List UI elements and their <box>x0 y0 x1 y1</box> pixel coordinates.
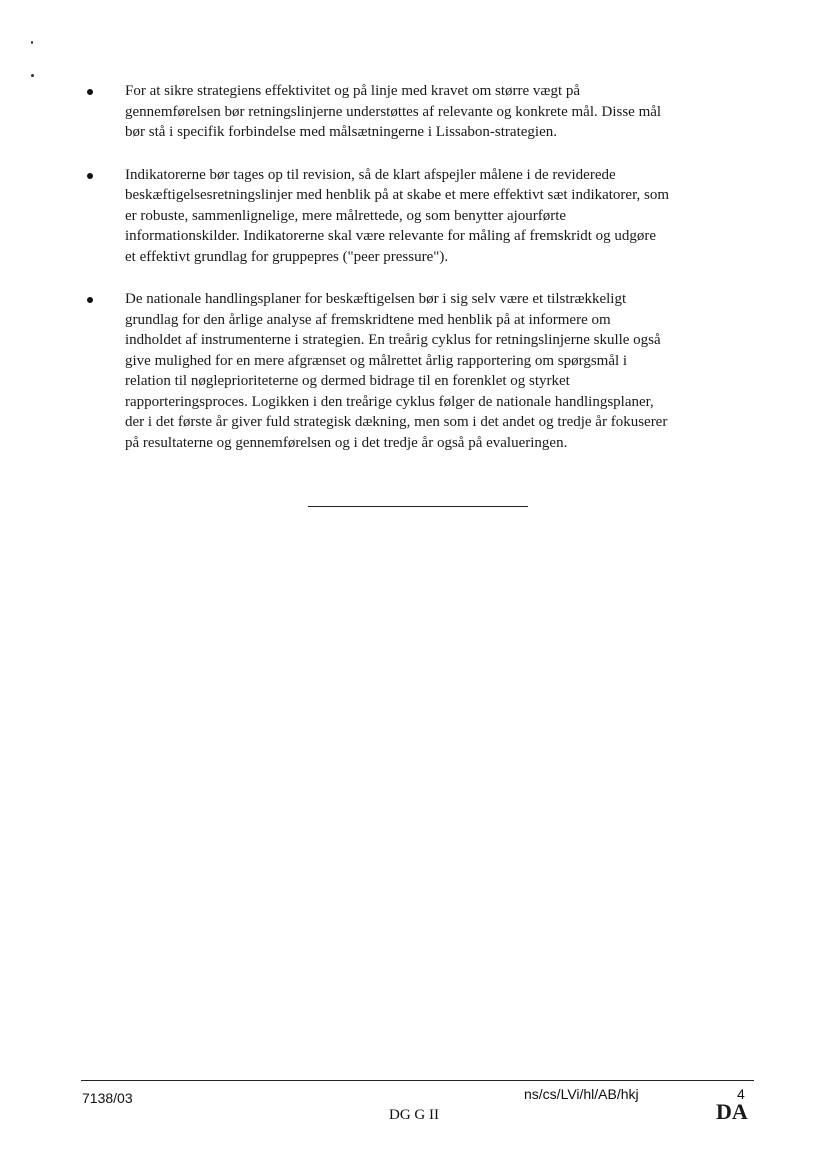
page-number: 4 <box>737 1086 745 1102</box>
text-line: er robuste, sammenlignelige, mere målrettede, og som benytter ajourførte <box>125 207 567 224</box>
bullet-list <box>83 81 763 475</box>
text-line: bør stå i specifik forbindelse med målsætningerne i Lissabon-strategien. <box>125 124 557 140</box>
bullet-dot <box>87 297 93 303</box>
text-line: give mulighed for en mere afgrænset og målrettet årlig rapportering om spørgsmål i <box>125 352 628 369</box>
text-line: informationskilder. Indikatorerne skal være relevante for måling af fremskridt og udgøre <box>125 228 657 244</box>
author-codes: ns/cs/LVi/hl/AB/hkj <box>524 1086 639 1102</box>
text-line: der i det første år giver fuld strategisk dækning, men som i det andet og tredje år fokuserer <box>125 414 668 430</box>
text-line: relation til nøgleprioriteterne og dermed bidrage til en forenklet og styrket <box>125 373 570 389</box>
bullet-item <box>83 165 763 268</box>
text-line: indholdet af instrumenterne i strategien. En treårig cyklus for retningslinjerne skulle også <box>125 332 661 348</box>
end-of-text-divider <box>308 506 528 507</box>
scan-speck <box>31 41 33 44</box>
department-label: DG G II <box>389 1107 439 1123</box>
bullet-dot <box>87 89 93 95</box>
text-line: gennemførelsen bør retningslinjerne understøttes af relevante og konkrete mål. Disse mål <box>125 103 662 120</box>
text-line: beskæftigelsesretningslinjer med henblik på at skabe et mere effektivt sæt indikatorer, som <box>125 187 669 203</box>
text-line: på resultaterne og gennemførelsen og i det tredje år også på evalueringen. <box>125 434 568 451</box>
bullet-item <box>83 289 763 453</box>
text-line: For at sikre strategiens effektivitet og på linje med kravet om større vægt på <box>125 83 581 99</box>
scan-speck <box>31 74 34 77</box>
document-reference: 7138/03 <box>82 1090 133 1106</box>
text-line: De nationale handlingsplaner for beskæftigelsen bør i sig selv være et tilstrækkeligt <box>125 291 627 307</box>
bullet-dot <box>87 173 93 179</box>
text-line: et effektivt grundlag for gruppepres ("peer pressure"). <box>125 248 449 265</box>
bullet-item <box>83 81 763 143</box>
text-line: grundlag for den årlige analyse af fremskridtene med henblik på at informere om <box>125 311 611 328</box>
footer-divider <box>81 1080 754 1081</box>
language-code: DA <box>716 1099 748 1124</box>
text-line: Indikatorerne bør tages op til revision, så de klart afspejler målene i de reviderede <box>125 166 616 183</box>
text-line: rapporteringsproces. Logikken i den treårige cyklus følger de nationale handlingsplaner, <box>125 393 654 410</box>
